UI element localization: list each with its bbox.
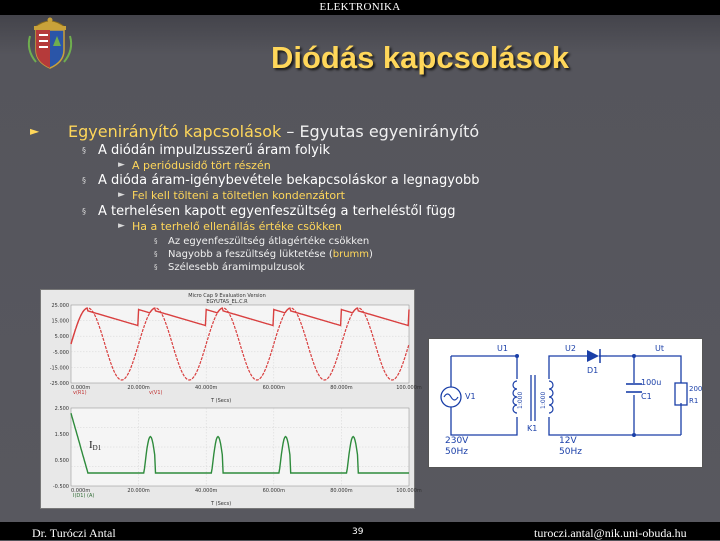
y-tick-label: 1.500 [54, 432, 69, 438]
triangle-bullet-icon: ► [30, 124, 40, 138]
square-bullet-icon: § [154, 263, 158, 271]
x-tick-label: 60.000m [262, 385, 285, 391]
top-legend-left: v(R1) [73, 390, 87, 396]
x-tick-label: 20.000m [127, 488, 150, 494]
current-label-sub: D1 [92, 444, 102, 452]
label-u2: U2 [565, 344, 576, 353]
y-tick-label: -5.000 [52, 349, 69, 356]
label-source-frequency: 50Hz [445, 447, 468, 457]
square-bullet-icon: § [154, 237, 158, 245]
bullet-text: A dióda áram-igénybevétele bekapcsoláskor a legnagyobb [98, 173, 480, 188]
bullet-text: Az egyenfeszültség átlagértéke csökken [168, 236, 370, 247]
x-tick-label: 40.000m [195, 488, 218, 494]
x-tick-label: 0.000m [71, 385, 91, 391]
bullet-main-rest: – Egyutas egyenirányító [281, 122, 480, 141]
bottom-xlabel: T (Secs) [211, 501, 232, 507]
bullet-level3 [118, 189, 345, 202]
label-c-value: 100u [641, 378, 662, 387]
bullet-text: Fel kell tölteni a töltetlen kondenzátort [132, 189, 345, 202]
current-label-main: I [89, 439, 93, 451]
node-dot [632, 354, 636, 358]
bullet-level4 [154, 236, 370, 247]
bullet-level3 [118, 159, 271, 172]
label-source-voltage: 230V [445, 436, 469, 446]
y-tick-label: 0.500 [54, 458, 69, 464]
label-u1: U1 [497, 344, 508, 353]
footer-author: Dr. Turóczi Antal [32, 526, 116, 540]
plot-header-2: EGYUTAS_EL.C.R [206, 299, 248, 305]
bottom-legend: I(D1) (A) [73, 493, 95, 499]
y-tick-label: -25.000 [49, 381, 69, 387]
x-tick-label: 100.000m [396, 488, 422, 494]
x-tick-label: 0.000m [71, 488, 91, 494]
label-r-value: 200 [689, 385, 703, 393]
bullet-main [30, 122, 480, 141]
x-tick-label: 60.000m [262, 488, 285, 494]
label-k1: K1 [527, 424, 538, 433]
bullet-text: A terhelésen kapott egyenfeszültség a terheléstől függ [98, 204, 456, 219]
y-tick-label: 25.000 [51, 303, 69, 309]
node-dot [515, 354, 519, 358]
square-bullet-icon: § [82, 146, 86, 155]
bullet-level3 [118, 220, 342, 233]
triangle-bullet-icon: ► [118, 221, 125, 231]
node-dot [632, 433, 636, 437]
square-bullet-icon: § [82, 176, 86, 185]
top-legend-mid: v(V1) [149, 390, 163, 396]
x-tick-label: 80.000m [330, 488, 353, 494]
x-tick-label: 80.000m [330, 385, 353, 391]
y-tick-label: 2.500 [54, 406, 69, 412]
x-tick-label: 20.000m [127, 385, 150, 391]
y-tick-label: -15.000 [49, 365, 69, 372]
rectifier-circuit-diagram [428, 338, 703, 468]
bullet-level2 [82, 204, 456, 219]
label-secondary-frequency: 50Hz [559, 447, 582, 457]
bullet-text: A periódusidő tört részén [132, 159, 271, 172]
label-ut: Ut [655, 344, 664, 353]
label-r-name: R1 [689, 397, 699, 405]
label-c-name: C1 [641, 392, 652, 401]
plot-header-1: Micro Cap 9 Evaluation Version [188, 293, 266, 299]
x-tick-label: 100.000m [396, 385, 422, 391]
y-tick-label: -0.500 [52, 484, 69, 490]
label-winding-1: 1:000 [517, 391, 524, 409]
header-title: ELEKTRONIKA [319, 1, 401, 13]
x-tick-label: 40.000m [195, 385, 218, 391]
bullet-level2 [82, 143, 331, 158]
footer-page-number: 39 [352, 527, 364, 537]
bullet-text: Szélesebb áramimpulzusok [168, 262, 305, 273]
label-d1: D1 [587, 366, 599, 375]
simulation-plot [40, 289, 422, 509]
square-bullet-icon: § [82, 207, 86, 216]
slide-title: Diódás kapcsolások [270, 40, 570, 75]
triangle-bullet-icon: ► [118, 190, 125, 200]
bullet-main-highlight: Egyenirányító kapcsolások [68, 122, 282, 141]
triangle-bullet-icon: ► [118, 160, 125, 170]
bullet-text-pre: Nagyobb a feszültség lüktetése ( [168, 249, 333, 260]
bullet-text-highlight: brumm [332, 249, 370, 260]
bullet-level4 [154, 262, 305, 273]
square-bullet-icon: § [154, 250, 158, 258]
label-secondary-voltage: 12V [559, 436, 577, 446]
bullet-text: Ha a terhelő ellenállás értéke csökken [132, 220, 342, 233]
label-v1: V1 [465, 392, 476, 401]
bullet-text-post: ) [369, 249, 373, 260]
bullet-level2 [82, 173, 480, 188]
bullet-text: A diódán impulzusszerű áram folyik [98, 143, 331, 158]
y-tick-label: 15.000 [51, 318, 69, 325]
bullet-level4 [154, 249, 373, 260]
footer-email: turoczi.antal@nik.uni-obuda.hu [534, 526, 687, 540]
y-tick-label: 5.000 [54, 334, 69, 341]
top-xlabel: T (Secs) [211, 398, 232, 404]
label-winding-2: 1:000 [540, 391, 547, 409]
